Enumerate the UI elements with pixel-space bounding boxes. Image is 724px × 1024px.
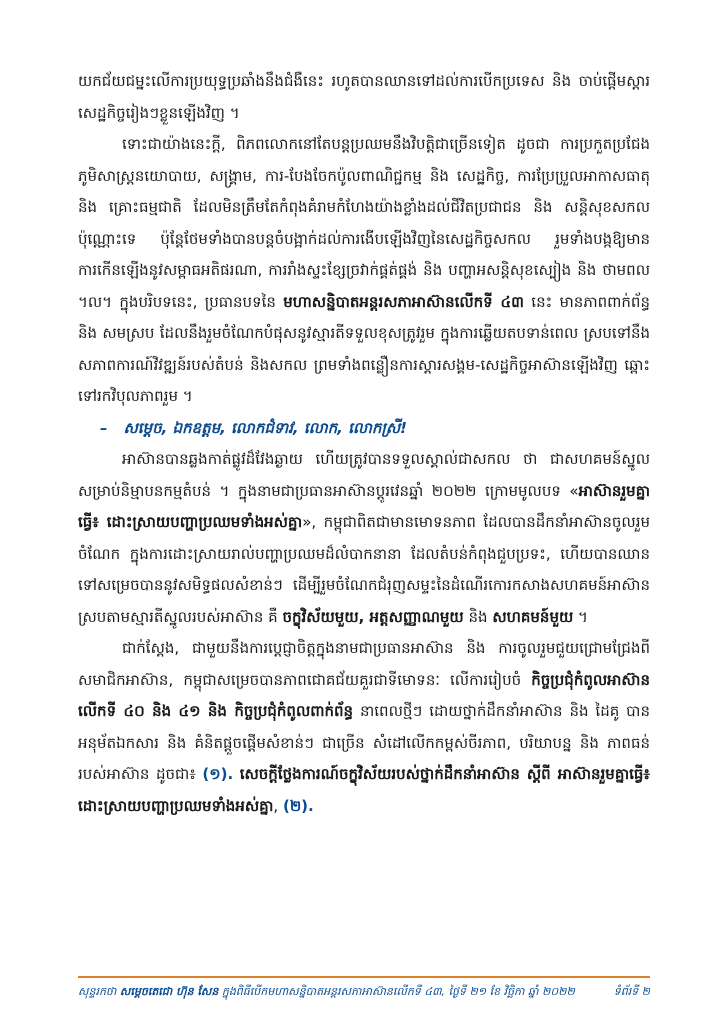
paragraph-text: នេះ មានភាពពាក់ព័ន្ធ និង សមស្រប ដែលនឹងរួមចំណែកបំផុសនូវស្មារតីទទួលខុសត្រូវរួម ក្នុងការឆ្លើយតបទាន់ពេល ស្របទៅនឹងសភាពការណ៍វិវឌ្ឍន៍របស់តំបន់ និងសកល ព្រមទាំងពន្លឿនការស្តារសង្គម-សេដ្ឋកិច្ចអាស៊ានឡើងវិញ ឆ្ពោះទៅរកវិបុលភាពរួម ។ [78,292,650,405]
paragraph-text: យកជ័យជម្នះលើការប្រយុទ្ធប្រឆាំងនឹងជំងឺនេះ រហូតបានឈានទៅដល់ការបើកប្រទេស និង ចាប់ផ្តើមស្តារសេដ្ឋកិច្ចរៀងៗខ្លួនឡើងវិញ ។ [78,72,650,122]
summit-bold: កិច្ចប្រជុំកំពូលអាស៊ានលើកទី ៤០ និង ៤១ និង កិច្ចប្រជុំកំពូលពាក់ព័ន្ធ [78,670,650,720]
paragraph-text: ទោះជាយ៉ាងនេះក្តី, ពិភពលោកនៅតែបន្តប្រឈមនឹងវិបត្តិជាច្រើនទៀត ដូចជា ការប្រកួតប្រជែងភូមិសាស្ត្រនយោបាយ, សង្គ្រាម, ការ-បែងចែកប៉ូលពាណិជ្ជកម្ម និង សេដ្ឋកិច្ច, ការប្រែប្រួលអាកាសធាតុ និង គ្រោះធម្មជាតិ ដែលមិនត្រឹមតែកំពុងគំរាមកំហែងយ៉ាងខ្លាំងដល់ជីវិតប្រជាជន និង សន្តិសុខសកល ប៉ុណ្ណោះទេ ប៉ុន្តែថែមទាំងបានបន្តចំបង្អាក់ដល់ការងើបឡើងវិញនៃសេដ្ឋកិច្ចសកល រួមទាំងបង្កឱ្យមានការកើនឡើងនូវសម្ពាធអតិផរណា, ការរាំងស្ទះខ្សែច្រវាក់ផ្គត់ផ្គង់ និង បញ្ហាអសន្តិសុខស្បៀង និង ថាមពល ។ល។ ក្នុងបរិបទនេះ, ប្រធានបទនៃ [78,135,650,311]
paragraph-asean-chairmanship [78,444,650,633]
paragraph-text: , [273,796,283,815]
paragraph-global-crises [78,129,650,413]
footer-prefix: សុន្ទរកថា [78,985,120,998]
page-number: ទំព័រទី ២ [608,982,650,1002]
theme-bold: អាស៊ានរួមគ្នាធ្វើ៖ ដោះស្រាយបញ្ហាប្រឈមទាំងអស់គ្នា [78,481,650,531]
list-number-1: (១). [202,765,234,783]
speech-body [78,66,650,822]
paragraph-text: », កម្ពុជាពិតជាមានមោទនភាព ដែលបានដឹកនាំអាស៊ានចូលរួមចំណែក ក្នុងការដោះស្រាយរាល់បញ្ហាប្រឈមដ៏លំបាកនានា ដែលតំបន់កំពុងជួបប្រទះ, ហើយបានឈានទៅសម្រេចបាននូវសមិទ្ធផលសំខាន់ៗ ដើម្បីរួមចំណែកជំរុញសម្ទះនៃដំណើរកោរកសាងសហគមន៍អាស៊ានស្របតាមស្មារតីស្នូលរបស់អាស៊ាន គឺ [78,513,650,626]
footer-divider [78,976,650,978]
paragraph-text: ជាក់ស្តែង, ជាមួយនឹងការប្តេជ្ញាចិត្តក្នុងនាមជាប្រធានអាស៊ាន និង ការចូលរួមជួយជ្រោមជ្រែងពីសមាជិកអាស៊ាន, កម្ពុជាសម្រេចបានភាពជោគជ័យគួរជាទីមោទនៈ លើការរៀបចំ [78,639,650,689]
page-footer [78,982,650,1002]
paragraph-text: ។ [573,607,588,626]
paragraph-continuation [78,66,650,129]
salutation-text: សម្តេច, ឯកឧត្តម, លោកជំទាវ, លោក, លោកស្រី! [123,418,408,437]
paragraph-text: និង [463,607,493,626]
footer-speaker: សម្តេចតេជោ ហ៊ុន សែន [119,985,219,998]
salutation-line [78,413,650,445]
paragraph-summit-outcomes [78,633,650,822]
paragraph-text: អាស៊ានបានឆ្លងកាត់ផ្លូវដ៏វែងឆ្ងាយ ហើយត្រូវបានទទួលស្គាល់ជាសកល ថា ជាសហគមន៍ស្នូលសម្រាប់និម្មាបនកម្មតំបន់ ។ ក្នុងនាមជាប្រធានអាស៊ានប្តូរវេនឆ្នាំ ២០២២ ក្រោមមូលបទ « [78,450,650,500]
assembly-title-bold: មហាសន្និបាតអន្តរសភាអាស៊ានលើកទី ៤៣ [283,292,524,311]
community-bold: សហគមន៍មួយ [492,607,574,626]
footer-event: ក្នុងពិធីបើកមហាសន្និបាតអន្តរសភាអាស៊ានលើកទី ៤៣, ថ្ងៃទី ២១ ខែ វិច្ឆិកា ឆ្នាំ ២០២២ [218,985,575,998]
list-number-2: (២). [282,796,314,815]
vision-statement-bold: សេចក្តីថ្លែងការណ៍ចក្ខុវិស័យរបស់ថ្នាក់ដឹកនាំអាស៊ាន ស្តីពី អាស៊ានរួមគ្នាធ្វើ៖ ដោះស្រាយបញ្ហាប្រឈមទាំងអស់គ្នា [78,765,650,815]
paragraph-text: នាពេលថ្មីៗ ដោយថ្នាក់ដឹកនាំអាស៊ាន និង ដៃគូ បានអនុម័តឯកសារ និង គំនិតផ្តួចផ្តើមសំខាន់ៗ ជាច្រើន សំដៅលើកកម្ពស់ចីរភាព, បរិយាបន្ន និង ភាពធន់របស់អាស៊ាន ដូចជា៖ [78,702,650,783]
salutation-dash: – [100,418,108,437]
vision-identity-bold: ចក្ខុវិស័យមួយ, អត្តសញ្ញាណមួយ [282,607,464,626]
